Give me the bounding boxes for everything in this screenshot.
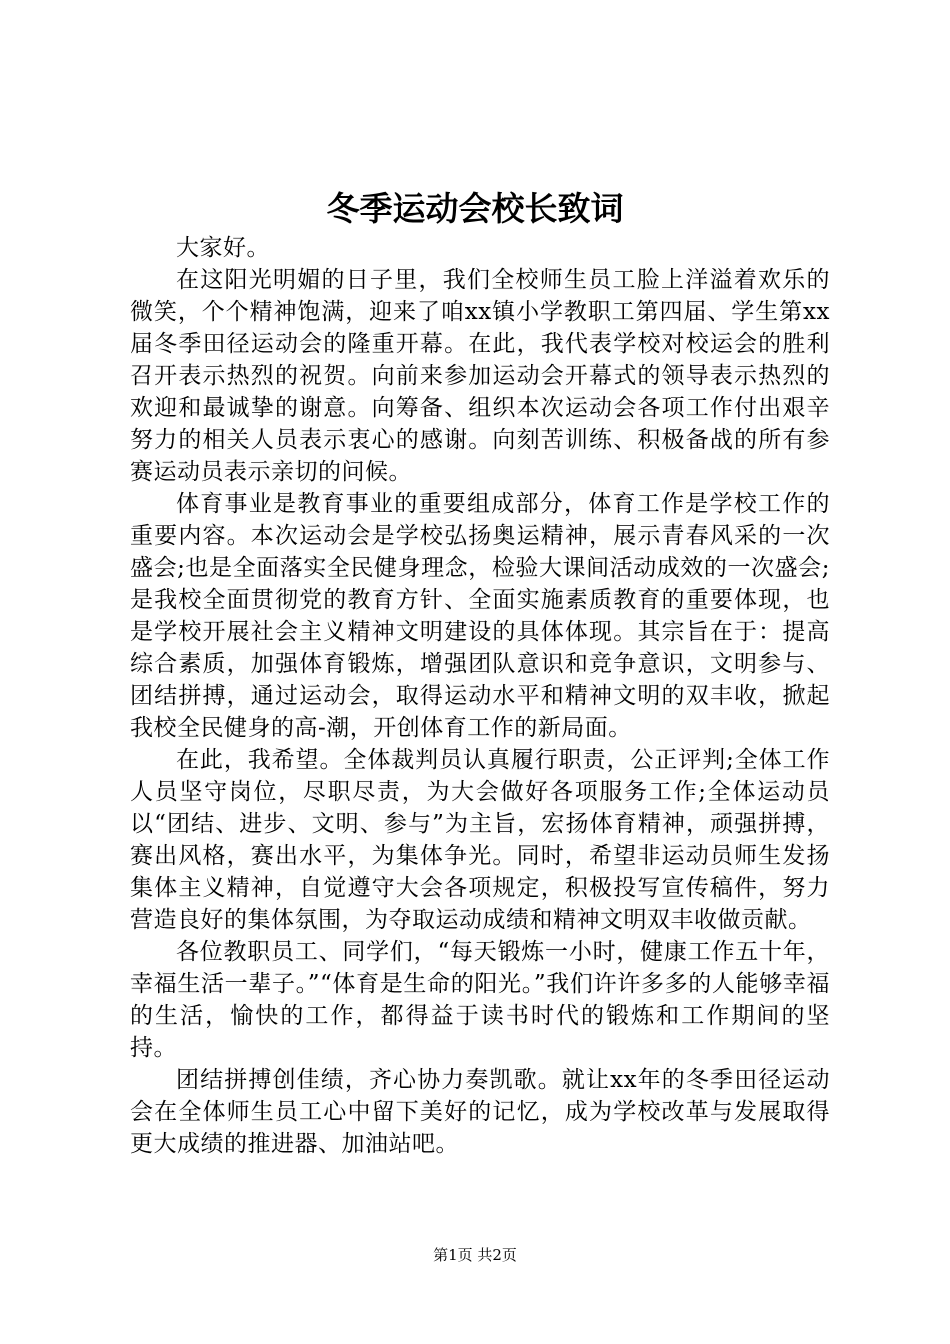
paragraph-greeting: 大家好。 [176,235,270,261]
paragraph-significance: 体育事业是教育事业的重要组成部分，体育工作是学校工作的重要内容。本次运动会是学校弘扬奥运精神，展示青春风采的一次盛会;也是全面落实全民健身理念，检验大课间活动成效的一次盛会;是我校全面贯彻党的教育方针、全面实施素质教育的重要体现，也是学校开展社会主义精神文明建设的具体体现。其宗旨在于：提高综合素质，加强体育锻炼，增强团队意识和竞争意识，文明参与、团结拼搏，通过运动会，取得运动水平和精神文明的双丰收，掀起我校全民健身的高-潮，开创体育工作的新局面。 [130,491,830,741]
paragraph-exercise-motto: 各位教职员工、同学们，“每天锻炼一小时，健康工作五十年，幸福生活一辈子。”“体育是生命的阳光。”我们许许多多的人能够幸福的生活，愉快的工作，都得益于读书时代的锻炼和工作期间的坚持。 [130,939,830,1061]
page-number-footer: 第1页 共2页 [433,1246,517,1264]
paragraph-closing: 团结拼搏创佳绩，齐心协力奏凯歌。就让xx年的冬季田径运动会在全体师生员工心中留下美好的记忆，成为学校改革与发展取得更大成绩的推进器、加油站吧。 [130,1067,830,1157]
paragraph-opening: 在这阳光明媚的日子里，我们全校师生员工脸上洋溢着欢乐的微笑，个个精神饱满，迎来了咱xx镇小学教职工第四届、学生第xx届冬季田径运动会的隆重开幕。在此，我代表学校对校运会的胜利召开表示热烈的祝贺。向前来参加运动会开幕式的领导表示热烈的欢迎和最诚挚的谢意。向筹备、组织本次运动会各项工作付出艰辛努力的相关人员表示衷心的感谢。向刻苦训练、积极备战的所有参赛运动员表示亲切的问候。 [130,267,830,485]
document-title: 冬季运动会校长致词 [326,189,624,228]
document-body [130,232,830,1160]
paragraph-expectations: 在此，我希望。全体裁判员认真履行职责，公正评判;全体工作人员坚守岗位，尽职尽责，为大会做好各项服务工作;全体运动员以“团结、进步、文明、参与”为主旨，宏扬体育精神，顽强拼搏，赛出风格，赛出水平，为集体争光。同时，希望非运动员师生发扬集体主义精神，自觉遵守大会各项规定，积极投写宣传稿件，努力营造良好的集体氛围，为夺取运动成绩和精神文明双丰收做贡献。 [130,747,830,933]
